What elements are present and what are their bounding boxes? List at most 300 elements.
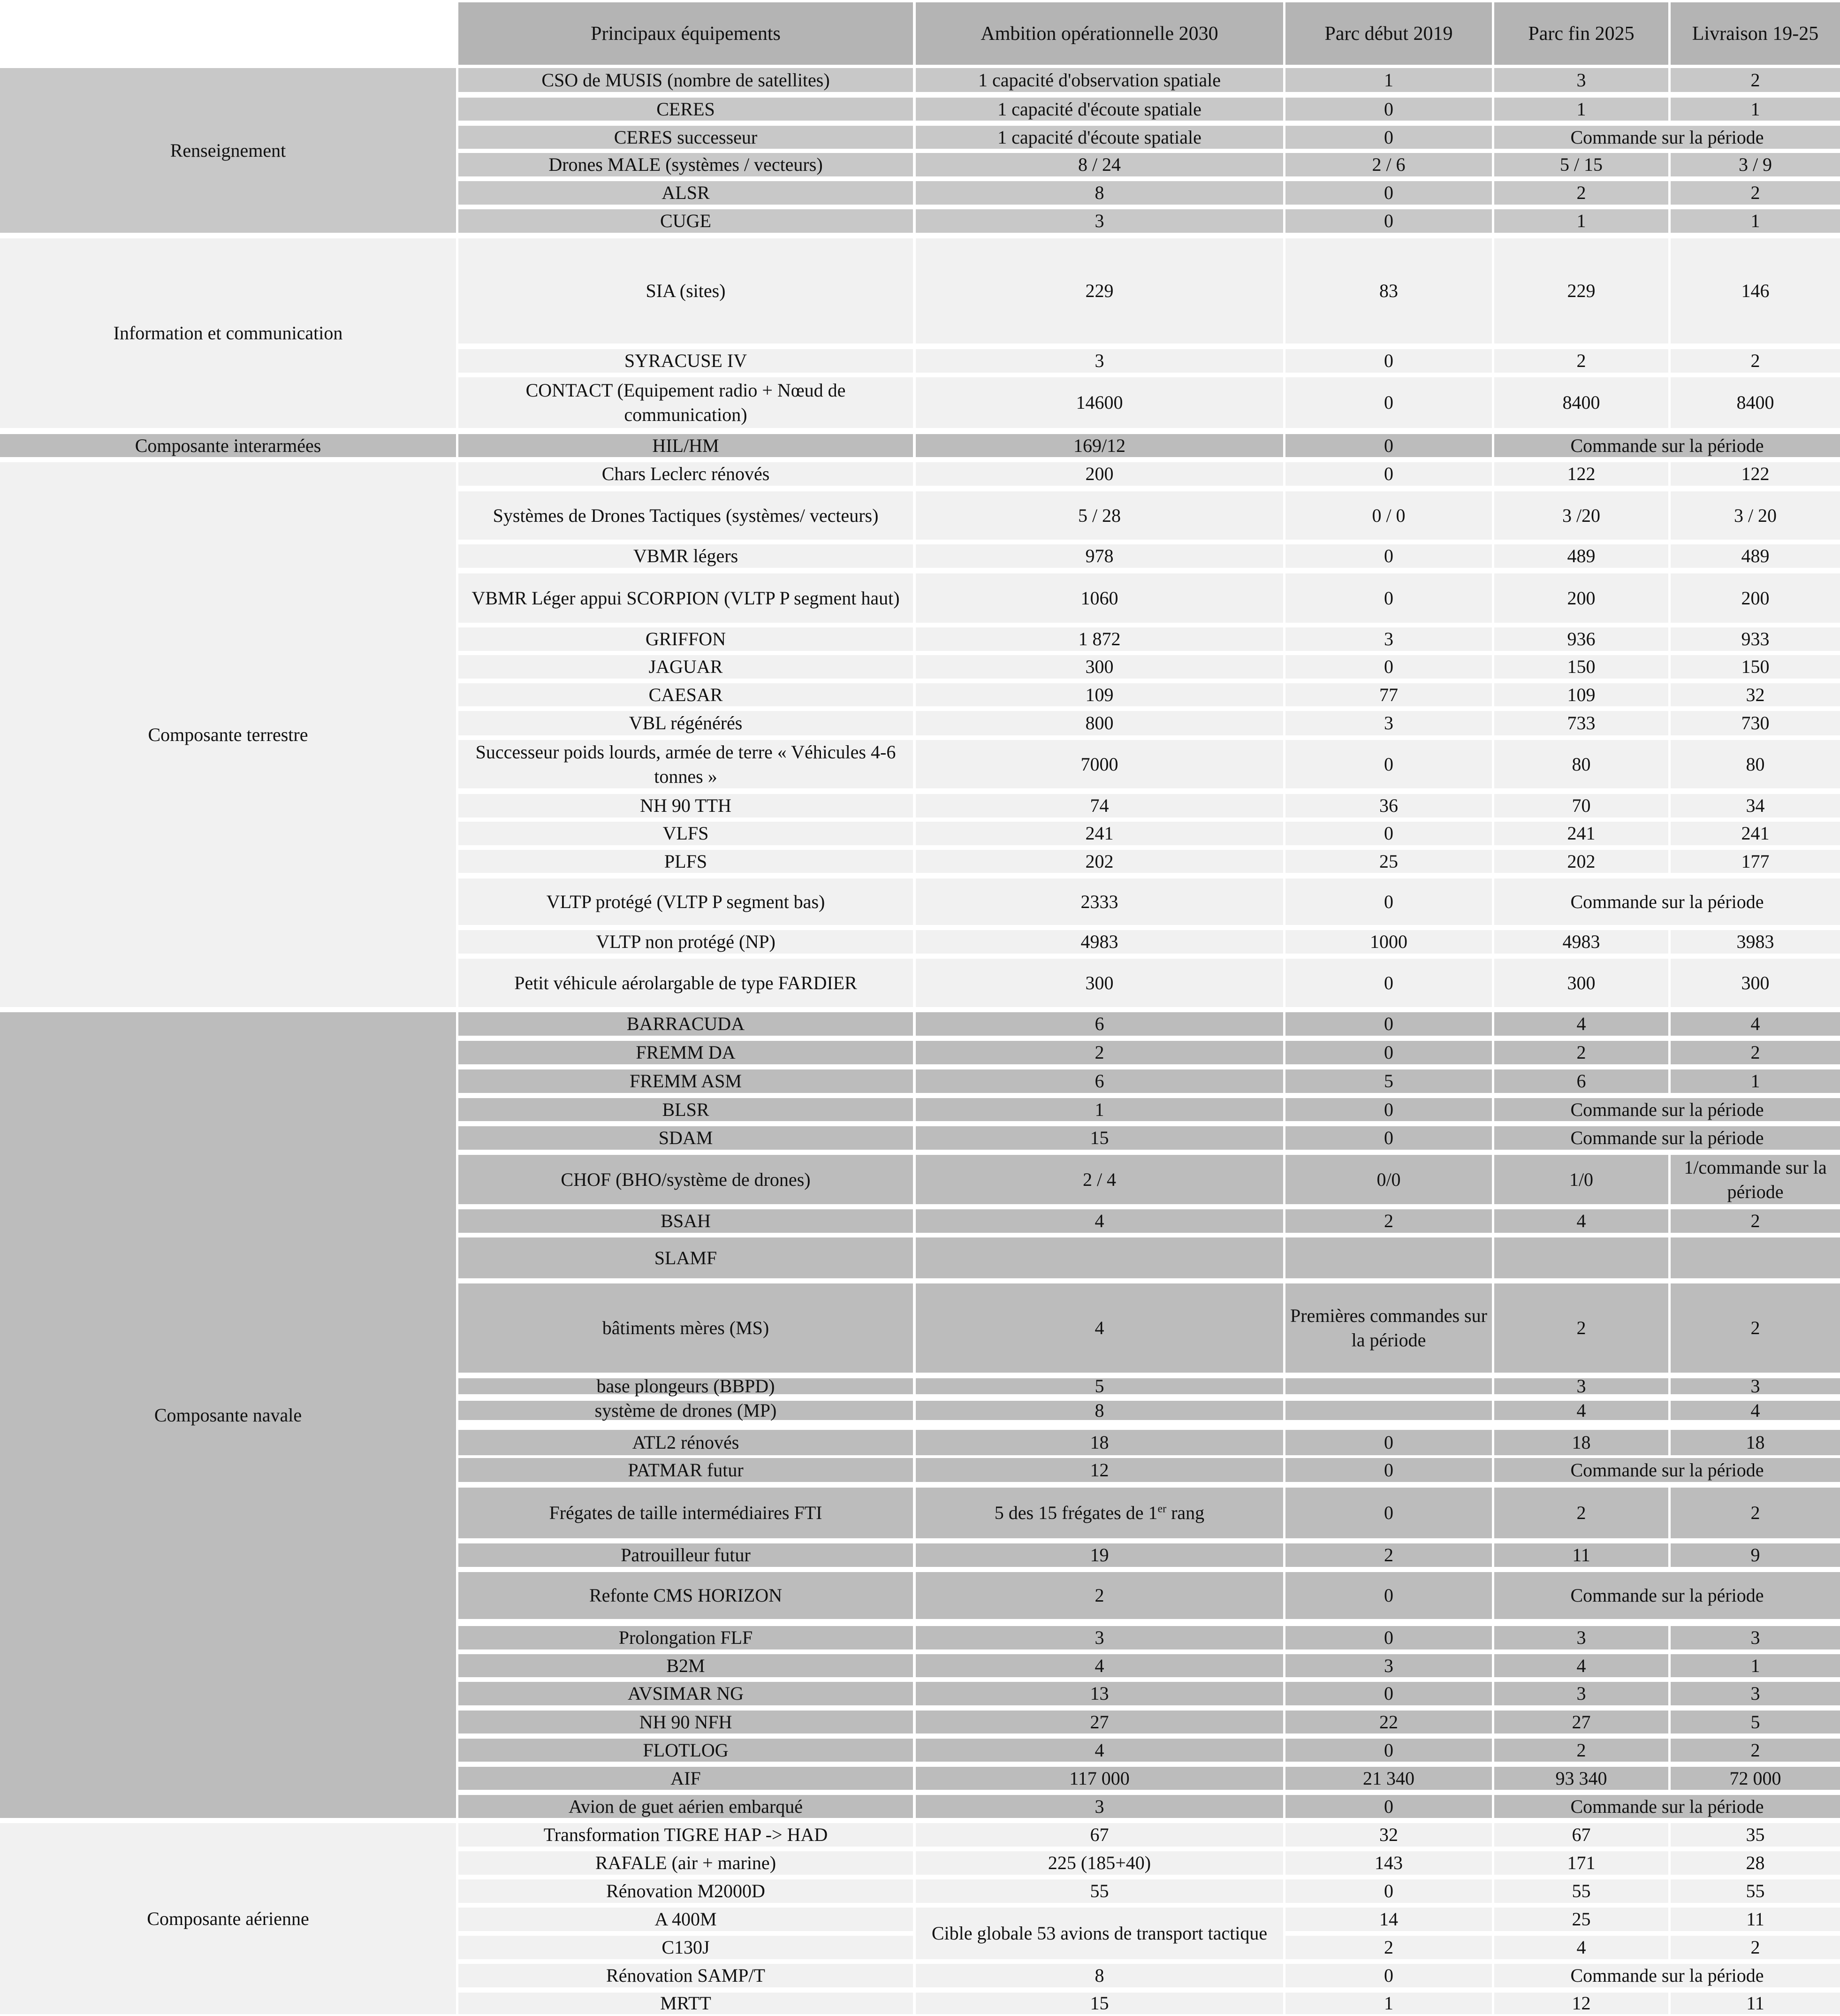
row-blsr-ambition	[916, 1098, 1283, 1121]
row-sia-sites-ambition-text: 229	[1085, 280, 1114, 301]
row-hil-hm-ambition	[916, 434, 1283, 457]
row-rafale-air-marine-ambition-text: 225 (185+40)	[1048, 1852, 1151, 1873]
row-cuge-parc-2019-text: 0	[1384, 210, 1393, 231]
row-petit-vehicule-aerolargable-de-type-fard-parc-2025	[1494, 959, 1668, 1007]
row-jaguar-parc-2019-text: 0	[1384, 656, 1393, 677]
row-ceres-equipment-text: CERES	[656, 98, 715, 120]
row-drones-male-systemes-vecteurs-equipment	[458, 153, 913, 176]
row-prolongation-flf-ambition	[916, 1626, 1283, 1649]
row-transformation-tigre-hap-had-parc-2025	[1494, 1823, 1668, 1847]
row-patrouilleur-futur-ambition	[916, 1543, 1283, 1567]
row-vltp-non-protege-np-equipment	[458, 930, 913, 954]
row-a-400m-parc-2025-text: 25	[1572, 1909, 1591, 1930]
row-b2m-ambition-text: 4	[1095, 1655, 1104, 1676]
row-renovation-samp-t-commande	[1494, 1964, 1840, 1987]
row-vbmr-leger-appui-scorpion-vltp-p-segment-livraison-text: 200	[1741, 587, 1770, 609]
row-cso-de-musis-nombre-de-satellites-parc-2019	[1285, 68, 1492, 92]
row-jaguar-equipment	[458, 655, 913, 679]
row-avsimar-ng-ambition-text: 13	[1090, 1683, 1109, 1704]
row-transformation-tigre-hap-had-livraison	[1671, 1823, 1840, 1847]
row-b2m-ambition	[916, 1654, 1283, 1677]
row-sia-sites-parc-2019	[1285, 238, 1492, 344]
row-patrouilleur-futur-parc-2025-text: 11	[1572, 1544, 1590, 1565]
row-a-400m-parc-2019-text: 14	[1379, 1909, 1398, 1930]
row-vltp-non-protege-np-parc-2019	[1285, 930, 1492, 954]
row-bsah-parc-2025	[1494, 1209, 1668, 1233]
row-vltp-protege-vltp-p-segment-bas-parc-2019-text: 0	[1384, 891, 1393, 912]
row-flotlog-equipment	[458, 1739, 913, 1762]
row-avsimar-ng-ambition	[916, 1682, 1283, 1705]
row-hil-hm-parc-2019	[1285, 434, 1492, 457]
row-chof-bho-systeme-de-drones-ambition-text: 2 / 4	[1082, 1168, 1117, 1190]
header-livraison-text: Livraison 19-25	[1692, 23, 1819, 45]
row-atl2-renoves-livraison-text: 18	[1746, 1432, 1765, 1453]
row-vbmr-leger-appui-scorpion-vltp-p-segment-parc-2025	[1494, 573, 1668, 623]
row-vbmr-legers-parc-2025	[1494, 544, 1668, 568]
row-vltp-non-protege-np-ambition-text: 4983	[1080, 931, 1118, 952]
row-contact-equipement-radio-n-ud-de-communi-parc-2019-text: 0	[1384, 392, 1393, 413]
row-c130j-parc-2025-text: 4	[1576, 1937, 1586, 1958]
row-batiments-meres-ms-livraison-text: 2	[1750, 1317, 1760, 1338]
row-vltp-protege-vltp-p-segment-bas-parc-2019	[1285, 878, 1492, 925]
row-c130j-parc-2025	[1494, 1936, 1668, 1959]
row-avsimar-ng-parc-2019-text: 0	[1384, 1683, 1393, 1704]
row-prolongation-flf-parc-2019-text: 0	[1384, 1627, 1393, 1648]
row-griffon-parc-2025	[1494, 627, 1668, 651]
row-vlfs-ambition-text: 241	[1085, 823, 1114, 844]
row-fregates-de-taille-intermediaires-fti-ambition-text: 5 des 15 frégates de 1er rang	[994, 1502, 1205, 1523]
header-parc-2025-text: Parc fin 2025	[1528, 23, 1635, 45]
row-chof-bho-systeme-de-drones-parc-2019-text: 0/0	[1376, 1168, 1401, 1190]
row-vbmr-leger-appui-scorpion-vltp-p-segment-equipment	[458, 573, 913, 623]
row-batiments-meres-ms-livraison	[1671, 1283, 1840, 1373]
row-fremm-asm-livraison-text: 1	[1750, 1070, 1760, 1092]
row-griffon-parc-2019	[1285, 627, 1492, 651]
row-fremm-asm-ambition-text: 6	[1095, 1070, 1104, 1092]
row-transformation-tigre-hap-had-parc-2025-text: 67	[1572, 1824, 1591, 1845]
row-slamf-parc-2019	[1285, 1237, 1492, 1278]
row-avion-de-guet-aerien-embarque-parc-2019	[1285, 1795, 1492, 1818]
row-contact-equipement-radio-n-ud-de-communi-equipment	[458, 377, 913, 428]
row-plfs-livraison-text: 177	[1741, 850, 1770, 872]
row-blsr-equipment-text: BLSR	[662, 1099, 709, 1120]
row-patmar-futur-commande-text: Commande sur la période	[1570, 1459, 1764, 1481]
row-plfs-parc-2019-text: 25	[1379, 850, 1398, 872]
header-parc-2019-text: Parc début 2019	[1324, 23, 1453, 45]
row-drones-male-systemes-vecteurs-parc-2025	[1494, 153, 1668, 176]
row-nh-90-nfh-parc-2019	[1285, 1711, 1492, 1733]
header-ambition-2030	[916, 2, 1283, 65]
row-patrouilleur-futur-parc-2019-text: 2	[1384, 1544, 1393, 1565]
row-vbmr-legers-ambition-text: 978	[1085, 545, 1114, 566]
row-syracuse-iv-livraison	[1671, 349, 1840, 373]
row-contact-equipement-radio-n-ud-de-communi-parc-2025-text: 8400	[1562, 392, 1600, 413]
row-c130j-livraison	[1671, 1936, 1840, 1959]
row-nh-90-tth-livraison	[1671, 794, 1840, 817]
row-chof-bho-systeme-de-drones-parc-2019	[1285, 1155, 1492, 1204]
row-barracuda-livraison-text: 4	[1750, 1013, 1760, 1034]
row-chof-bho-systeme-de-drones-parc-2025	[1494, 1155, 1668, 1204]
row-a-400m-equipment	[458, 1908, 913, 1931]
row-ceres-livraison	[1671, 98, 1840, 121]
row-fremm-da-parc-2019-text: 0	[1384, 1042, 1393, 1063]
row-batiments-meres-ms-equipment-text: bâtiments mères (MS)	[602, 1317, 769, 1338]
row-fremm-da-livraison	[1671, 1041, 1840, 1064]
row-drones-male-systemes-vecteurs-livraison-text: 3 / 9	[1738, 154, 1772, 175]
row-nh-90-tth-parc-2019-text: 36	[1379, 795, 1398, 816]
header-parc-2025	[1494, 2, 1668, 65]
category-composante-terrestre	[0, 462, 456, 1007]
row-renovation-m2000d-parc-2019-text: 0	[1384, 1880, 1393, 1901]
row-jaguar-equipment-text: JAGUAR	[648, 656, 723, 677]
row-ceres-ambition	[916, 98, 1283, 121]
row-flotlog-parc-2019-text: 0	[1384, 1739, 1393, 1761]
category-composante-interarmees	[0, 434, 456, 457]
row-avion-de-guet-aerien-embarque-commande-text: Commande sur la période	[1570, 1795, 1764, 1817]
row-drones-male-systemes-vecteurs-equipment-text: Drones MALE (systèmes / vecteurs)	[548, 154, 823, 175]
row-avion-de-guet-aerien-embarque-ambition-text: 3	[1095, 1795, 1104, 1817]
row-sdam-commande	[1494, 1126, 1840, 1150]
row-drones-male-systemes-vecteurs-ambition	[916, 153, 1283, 176]
row-vlfs-livraison-text: 241	[1741, 823, 1770, 844]
row-vltp-protege-vltp-p-segment-bas-equipment-text: VLTP protégé (VLTP P segment bas)	[546, 891, 825, 912]
row-patrouilleur-futur-equipment-text: Patrouilleur futur	[621, 1544, 751, 1565]
row-barracuda-ambition	[916, 1012, 1283, 1036]
row-batiments-meres-ms-ambition-text: 4	[1095, 1317, 1104, 1338]
row-syracuse-iv-equipment	[458, 349, 913, 373]
row-atl2-renoves-ambition-text: 18	[1090, 1432, 1109, 1453]
row-aif-parc-2019	[1285, 1767, 1492, 1790]
row-patmar-futur-ambition-text: 12	[1090, 1459, 1109, 1481]
row-syracuse-iv-ambition-text: 3	[1095, 350, 1104, 371]
row-a-400m-equipment-text: A 400M	[654, 1909, 717, 1930]
row-caesar-parc-2019-text: 77	[1379, 684, 1398, 705]
category-renseignement	[0, 68, 456, 233]
row-aif-parc-2025	[1494, 1767, 1668, 1790]
row-alsr-ambition-text: 8	[1095, 182, 1104, 203]
row-a-400m-livraison-text: 11	[1746, 1909, 1764, 1930]
row-refonte-cms-horizon-commande	[1494, 1572, 1840, 1619]
row-chars-leclerc-renoves-equipment-text: Chars Leclerc rénovés	[601, 463, 770, 484]
row-avion-de-guet-aerien-embarque-parc-2019-text: 0	[1384, 1795, 1393, 1817]
row-prolongation-flf-equipment	[458, 1626, 913, 1649]
row-renovation-samp-t-commande-text: Commande sur la période	[1570, 1965, 1764, 1986]
row-syracuse-iv-parc-2025	[1494, 349, 1668, 373]
row-nh-90-tth-ambition-text: 74	[1090, 795, 1109, 816]
row-plfs-ambition-text: 202	[1085, 850, 1114, 872]
row-vltp-non-protege-np-parc-2025	[1494, 930, 1668, 954]
row-fremm-da-ambition-text: 2	[1095, 1042, 1104, 1063]
row-vbmr-leger-appui-scorpion-vltp-p-segment-equipment-text: VBMR Léger appui SCORPION (VLTP P segment haut)	[471, 587, 900, 609]
row-syracuse-iv-parc-2019	[1285, 349, 1492, 373]
row-base-plongeurs-bbpd-parc-2025-text: 3	[1576, 1375, 1586, 1397]
row-vbmr-leger-appui-scorpion-vltp-p-segment-parc-2019	[1285, 573, 1492, 623]
row-mrtt-livraison-text: 11	[1746, 1993, 1764, 2014]
row-petit-vehicule-aerolargable-de-type-fard-equipment	[458, 959, 913, 1007]
row-contact-equipement-radio-n-ud-de-communi-ambition-text: 14600	[1076, 392, 1123, 413]
row-prolongation-flf-livraison-text: 3	[1750, 1627, 1760, 1648]
row-b2m-equipment	[458, 1654, 913, 1677]
row-flotlog-parc-2025-text: 2	[1576, 1739, 1586, 1761]
row-barracuda-equipment-text: BARRACUDA	[626, 1013, 745, 1034]
row-blsr-parc-2019	[1285, 1098, 1492, 1121]
row-base-plongeurs-bbpd-livraison	[1671, 1375, 1840, 1397]
category-composante-interarmees-text: Composante interarmées	[135, 435, 321, 456]
row-aif-ambition	[916, 1767, 1283, 1790]
row-vbl-regeneres-parc-2019	[1285, 711, 1492, 735]
row-sdam-equipment	[458, 1126, 913, 1150]
header-equipment	[458, 2, 913, 65]
row-flotlog-livraison-text: 2	[1750, 1739, 1760, 1761]
row-fregates-de-taille-intermediaires-fti-livraison	[1671, 1488, 1840, 1538]
row-flotlog-parc-2025	[1494, 1739, 1668, 1762]
row-systeme-de-drones-mp-livraison	[1671, 1401, 1840, 1420]
row-ceres-successeur-parc-2019	[1285, 126, 1492, 149]
row-rafale-air-marine-equipment-text: RAFALE (air + marine)	[595, 1852, 776, 1873]
row-chof-bho-systeme-de-drones-parc-2025-text: 1/0	[1569, 1168, 1594, 1190]
row-renovation-m2000d-ambition	[916, 1879, 1283, 1903]
row-nh-90-tth-equipment-text: NH 90 TTH	[640, 795, 731, 816]
row-petit-vehicule-aerolargable-de-type-fard-livraison-text: 300	[1741, 972, 1770, 993]
row-aif-parc-2025-text: 93 340	[1555, 1767, 1607, 1789]
row-c130j-equipment-text: C130J	[661, 1937, 710, 1958]
row-aif-equipment	[458, 1767, 913, 1790]
row-refonte-cms-horizon-parc-2019-text: 0	[1384, 1585, 1393, 1606]
row-aif-parc-2019-text: 21 340	[1363, 1767, 1414, 1789]
row-fremm-asm-parc-2019	[1285, 1069, 1492, 1093]
row-fremm-asm-equipment	[458, 1069, 913, 1093]
row-nh-90-tth-ambition	[916, 794, 1283, 817]
row-vbmr-legers-parc-2025-text: 489	[1567, 545, 1596, 566]
header-ambition-2030-text: Ambition opérationnelle 2030	[981, 23, 1218, 45]
category-composante-navale-text: Composante navale	[154, 1404, 302, 1426]
row-barracuda-ambition-text: 6	[1095, 1013, 1104, 1034]
row-bsah-livraison	[1671, 1209, 1840, 1233]
row-base-plongeurs-bbpd-equipment	[458, 1375, 913, 1397]
row-vbmr-leger-appui-scorpion-vltp-p-segment-parc-2019-text: 0	[1384, 587, 1393, 609]
row-sdam-ambition-text: 15	[1090, 1127, 1109, 1148]
row-nh-90-tth-livraison-text: 34	[1746, 795, 1765, 816]
row-renovation-m2000d-livraison	[1671, 1879, 1840, 1903]
row-chof-bho-systeme-de-drones-equipment	[458, 1155, 913, 1204]
category-composante-navale	[0, 1012, 456, 1818]
row-systemes-de-drones-tactiques-systemes-ve-ambition	[916, 491, 1283, 540]
row-vbl-regeneres-parc-2025	[1494, 711, 1668, 735]
row-chars-leclerc-renoves-ambition	[916, 462, 1283, 486]
row-successeur-poids-lourds-armee-de-terre-v-ambition-text: 7000	[1080, 753, 1118, 775]
row-ceres-successeur-commande-text: Commande sur la période	[1570, 126, 1764, 148]
row-vbmr-leger-appui-scorpion-vltp-p-segment-parc-2025-text: 200	[1567, 587, 1596, 609]
row-cso-de-musis-nombre-de-satellites-parc-2019-text: 1	[1384, 69, 1393, 91]
row-systemes-de-drones-tactiques-systemes-ve-equipment	[458, 491, 913, 540]
row-refonte-cms-horizon-ambition	[916, 1572, 1283, 1619]
row-fregates-de-taille-intermediaires-fti-livraison-text: 2	[1750, 1502, 1760, 1523]
row-caesar-parc-2019	[1285, 683, 1492, 706]
row-cso-de-musis-nombre-de-satellites-parc-2025-text: 3	[1576, 69, 1586, 91]
row-vbl-regeneres-equipment-text: VBL régénérés	[629, 712, 743, 733]
row-b2m-parc-2019	[1285, 1654, 1492, 1677]
row-jaguar-parc-2019	[1285, 655, 1492, 679]
row-mrtt-equipment-text: MRTT	[660, 1993, 711, 2014]
row-fremm-da-equipment-text: FREMM DA	[636, 1042, 736, 1063]
row-systeme-de-drones-mp-parc-2025	[1494, 1401, 1668, 1420]
row-flotlog-livraison	[1671, 1739, 1840, 1762]
row-aif-livraison-text: 72 000	[1729, 1767, 1781, 1789]
row-petit-vehicule-aerolargable-de-type-fard-equipment-text: Petit véhicule aérolargable de type FARDIER	[514, 972, 857, 993]
row-griffon-ambition-text: 1 872	[1078, 628, 1121, 649]
row-rafale-air-marine-parc-2025-text: 171	[1567, 1852, 1596, 1873]
row-contact-equipement-radio-n-ud-de-communi-parc-2019	[1285, 377, 1492, 428]
row-vltp-non-protege-np-livraison	[1671, 930, 1840, 954]
row-sdam-commande-text: Commande sur la période	[1570, 1127, 1764, 1148]
row-renovation-m2000d-equipment	[458, 1879, 913, 1903]
row-bsah-equipment-text: BSAH	[661, 1210, 711, 1231]
row-vltp-non-protege-np-livraison-text: 3983	[1736, 931, 1774, 952]
row-bsah-ambition	[916, 1209, 1283, 1233]
row-cuge-equipment-text: CUGE	[660, 210, 711, 231]
row-cuge-livraison-text: 1	[1750, 210, 1760, 231]
row-avion-de-guet-aerien-embarque-ambition	[916, 1795, 1283, 1818]
row-ceres-ambition-text: 1 capacité d'écoute spatiale	[997, 98, 1201, 120]
row-avsimar-ng-parc-2019	[1285, 1682, 1492, 1705]
row-rafale-air-marine-parc-2019	[1285, 1851, 1492, 1875]
row-c130j-equipment	[458, 1936, 913, 1959]
row-slamf-equipment-text: SLAMF	[654, 1247, 717, 1268]
row-cuge-ambition-text: 3	[1095, 210, 1104, 231]
row-barracuda-equipment	[458, 1012, 913, 1036]
row-systeme-de-drones-mp-ambition	[916, 1401, 1283, 1420]
row-prolongation-flf-livraison	[1671, 1626, 1840, 1649]
row-sia-sites-ambition	[916, 238, 1283, 344]
header-livraison	[1671, 2, 1840, 65]
row-patmar-futur-ambition	[916, 1458, 1283, 1482]
row-successeur-poids-lourds-armee-de-terre-v-parc-2025-text: 80	[1572, 753, 1591, 775]
row-cso-de-musis-nombre-de-satellites-livraison-text: 2	[1750, 69, 1760, 91]
row-nh-90-tth-equipment	[458, 794, 913, 817]
row-avion-de-guet-aerien-embarque-commande	[1494, 1795, 1840, 1818]
row-cso-de-musis-nombre-de-satellites-livraison	[1671, 68, 1840, 92]
row-petit-vehicule-aerolargable-de-type-fard-parc-2019-text: 0	[1384, 972, 1393, 993]
header-equipment-text: Principaux équipements	[591, 23, 781, 45]
category-renseignement-text: Renseignement	[170, 139, 286, 161]
row-b2m-parc-2025	[1494, 1654, 1668, 1677]
row-mrtt-parc-2019-text: 1	[1384, 1993, 1393, 2014]
row-vlfs-parc-2019	[1285, 822, 1492, 845]
row-sia-sites-equipment-text: SIA (sites)	[646, 280, 726, 301]
row-fremm-da-parc-2025-text: 2	[1576, 1042, 1586, 1063]
row-avsimar-ng-equipment	[458, 1682, 913, 1705]
row-mrtt-livraison	[1671, 1993, 1840, 2014]
row-atl2-renoves-livraison	[1671, 1430, 1840, 1455]
row-ceres-successeur-ambition-text: 1 capacité d'écoute spatiale	[997, 126, 1201, 148]
row-drones-male-systemes-vecteurs-parc-2025-text: 5 / 15	[1559, 154, 1603, 175]
row-chof-bho-systeme-de-drones-livraison	[1671, 1155, 1840, 1204]
row-cuge-equipment	[458, 209, 913, 233]
row-a-400m-parc-2019	[1285, 1908, 1492, 1931]
row-jaguar-parc-2025	[1494, 655, 1668, 679]
row-chars-leclerc-renoves-livraison-text: 122	[1741, 463, 1770, 484]
category-composante-aerienne-text: Composante aérienne	[147, 1908, 309, 1929]
row-syracuse-iv-equipment-text: SYRACUSE IV	[624, 350, 747, 371]
row-ceres-parc-2025	[1494, 98, 1668, 121]
row-hil-hm-ambition-text: 169/12	[1073, 435, 1126, 456]
row-fremm-asm-equipment-text: FREMM ASM	[630, 1070, 742, 1092]
row-contact-equipement-radio-n-ud-de-communi-parc-2025	[1494, 377, 1668, 428]
row-petit-vehicule-aerolargable-de-type-fard-parc-2019	[1285, 959, 1492, 1007]
row-c130j-parc-2019	[1285, 1936, 1492, 1959]
row-batiments-meres-ms-parc-2019-text: Premières commandes sur la période	[1290, 1305, 1487, 1351]
row-refonte-cms-horizon-equipment-text: Refonte CMS HORIZON	[589, 1585, 783, 1606]
row-atl2-renoves-parc-2025-text: 18	[1572, 1432, 1591, 1453]
row-griffon-equipment	[458, 627, 913, 651]
row-petit-vehicule-aerolargable-de-type-fard-livraison	[1671, 959, 1840, 1007]
row-barracuda-parc-2019-text: 0	[1384, 1013, 1393, 1034]
row-b2m-parc-2025-text: 4	[1576, 1655, 1586, 1676]
row-cso-de-musis-nombre-de-satellites-equipment	[458, 68, 913, 92]
row-renovation-m2000d-parc-2025	[1494, 1879, 1668, 1903]
row-vlfs-parc-2025	[1494, 822, 1668, 845]
row-base-plongeurs-bbpd-ambition-text: 5	[1095, 1375, 1104, 1397]
row-fremm-asm-ambition	[916, 1069, 1283, 1093]
row-griffon-ambition	[916, 627, 1283, 651]
row-renovation-m2000d-parc-2025-text: 55	[1572, 1880, 1591, 1901]
row-chars-leclerc-renoves-parc-2025	[1494, 462, 1668, 486]
row-atl2-renoves-ambition	[916, 1430, 1283, 1455]
row-systemes-de-drones-tactiques-systemes-ve-livraison-text: 3 / 20	[1734, 504, 1777, 526]
row-jaguar-parc-2025-text: 150	[1567, 656, 1596, 677]
row-successeur-poids-lourds-armee-de-terre-v-equipment-text: Successeur poids lourds, armée de terre « Véhicules 4-6 tonnes »	[475, 741, 896, 787]
row-vbl-regeneres-livraison-text: 730	[1741, 712, 1770, 733]
row-rafale-air-marine-ambition	[916, 1851, 1283, 1875]
row-alsr-ambition	[916, 181, 1283, 205]
row-c130j-parc-2019-text: 2	[1384, 1937, 1393, 1958]
row-systeme-de-drones-mp-parc-2025-text: 4	[1576, 1399, 1586, 1421]
row-vltp-protege-vltp-p-segment-bas-ambition-text: 2333	[1080, 891, 1118, 912]
row-vltp-non-protege-np-equipment-text: VLTP non protégé (NP)	[596, 931, 776, 952]
row-transformation-tigre-hap-had-equipment	[458, 1823, 913, 1847]
row-batiments-meres-ms-parc-2019	[1285, 1283, 1492, 1373]
row-cso-de-musis-nombre-de-satellites-ambition-text: 1 capacité d'observation spatiale	[978, 69, 1221, 91]
row-jaguar-ambition	[916, 655, 1283, 679]
row-batiments-meres-ms-parc-2025-text: 2	[1576, 1317, 1586, 1338]
row-systemes-de-drones-tactiques-systemes-ve-ambition-text: 5 / 28	[1078, 504, 1121, 526]
row-cuge-parc-2025	[1494, 209, 1668, 233]
row-ceres-successeur-commande	[1494, 126, 1840, 149]
row-plfs-livraison	[1671, 850, 1840, 873]
row-hil-hm-equipment	[458, 434, 913, 457]
row-petit-vehicule-aerolargable-de-type-fard-ambition-text: 300	[1085, 972, 1114, 993]
row-batiments-meres-ms-ambition	[916, 1283, 1283, 1373]
row-base-plongeurs-bbpd-parc-2019	[1285, 1378, 1492, 1394]
row-sia-sites-livraison	[1671, 238, 1840, 344]
row-vbmr-legers-livraison	[1671, 544, 1840, 568]
row-transformation-tigre-hap-had-ambition	[916, 1823, 1283, 1847]
row-rafale-air-marine-parc-2019-text: 143	[1375, 1852, 1403, 1873]
row-a-400m-ambition-text: Cible globale 53 avions de transport tactique	[931, 1923, 1268, 1944]
row-base-plongeurs-bbpd-livraison-text: 3	[1750, 1375, 1760, 1397]
row-aif-equipment-text: AIF	[670, 1767, 701, 1789]
row-blsr-equipment	[458, 1098, 913, 1121]
row-refonte-cms-horizon-ambition-text: 2	[1095, 1585, 1104, 1606]
row-cuge-parc-2025-text: 1	[1576, 210, 1586, 231]
row-syracuse-iv-livraison-text: 2	[1750, 350, 1760, 371]
row-renovation-m2000d-equipment-text: Rénovation M2000D	[606, 1880, 765, 1901]
row-slamf-livraison	[1671, 1237, 1840, 1278]
row-avsimar-ng-equipment-text: AVSIMAR NG	[627, 1683, 744, 1704]
row-drones-male-systemes-vecteurs-parc-2019-text: 2 / 6	[1372, 154, 1406, 175]
row-plfs-equipment	[458, 850, 913, 873]
row-fregates-de-taille-intermediaires-fti-parc-2025-text: 2	[1576, 1502, 1586, 1523]
